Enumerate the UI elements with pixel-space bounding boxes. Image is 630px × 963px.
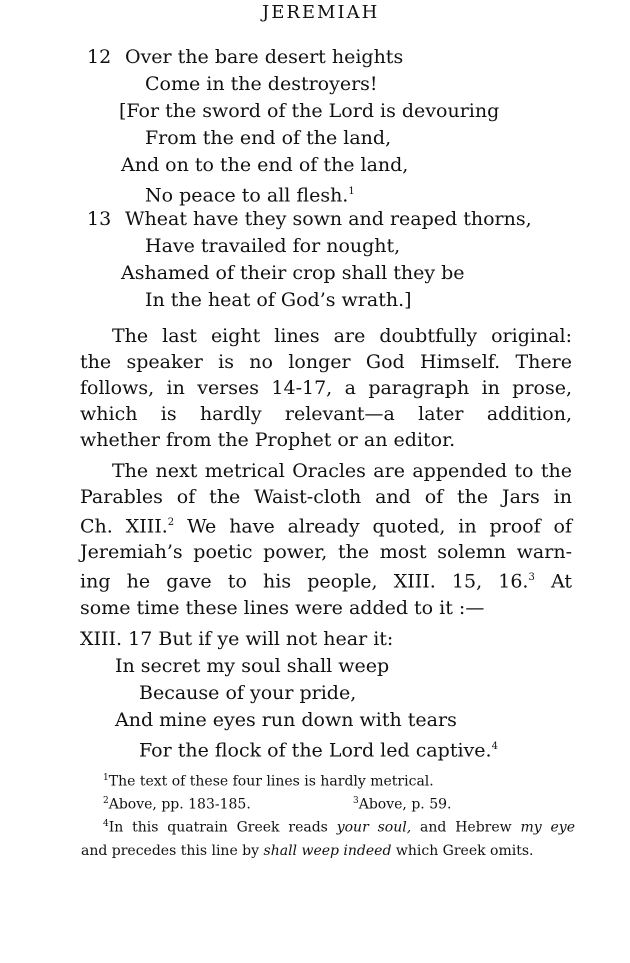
poem-2-line-2: In secret my soul shall weep (115, 655, 390, 677)
prose-line: which is hardly relevant—a later addition, (80, 403, 572, 425)
verse-12-line-6: No peace to all flesh.$^1$ (145, 184, 355, 207)
verse-12-line-3: [For the sword of the Lord is devouring (119, 100, 500, 122)
verse-number-12: 12 (87, 46, 112, 68)
poem-2-line-3: Because of your pride, (139, 682, 357, 704)
verse-reference: XIII. 17 (80, 628, 153, 650)
footnote-4: $^4$In this quatrain Greek reads your soul, and Hebrew my eye and precedes this line by shall weep indeed which Greek omits. (81, 819, 575, 859)
prose-line: Ch. XIII.$^2$ We have already quoted, in proof of (80, 515, 573, 538)
footnote-ref-3: 3 (528, 572, 535, 584)
verse-12-line-2: Come in the destroyers! (145, 73, 378, 95)
prose-line: some time these lines were added to it :— (80, 596, 485, 619)
prose-line: ing he gave to his people, XIII. 15, 16.$^3$ At (80, 570, 573, 593)
poem-2-line-5: For the flock of the Lord led captive.$^4$ (139, 739, 498, 762)
footnote-ref-2: 2 (167, 517, 175, 528)
prose-line: Parables of the Waist-cloth and of the Jars in (80, 486, 572, 508)
poem-2-line-1: XIII. 17 But if ye will not hear it: (80, 628, 394, 650)
verse-13-line-3: Ashamed of their crop shall they be (121, 262, 465, 284)
verse-12-line-4: From the end of the land, (145, 127, 392, 149)
prose-line: whether from the Prophet or an editor. (80, 429, 456, 451)
prose-line: The next metrical Oracles are appended to the (112, 460, 572, 482)
verse-13-line-4: In the heat of God’s wrath.] (145, 289, 412, 311)
footnote-ref-1: 1 (348, 186, 355, 197)
footnote-ref-4: 4 (491, 741, 498, 752)
footnote-1: $^1$The text of these four lines is hardly metrical. (103, 773, 434, 790)
prose-line: the speaker is no longer God Himself. There (80, 351, 572, 373)
prose-line: follows, in verses 14-17, a paragraph in prose, (80, 377, 572, 399)
verse-13-line-2: Have travailed for nought, (145, 235, 401, 257)
footnote-2: $^2$Above, pp. 183-185. (103, 796, 251, 813)
running-title: JEREMIAH (262, 2, 380, 23)
verse-13-line-1: 13 Wheat have they sown and reaped thorns, (87, 208, 532, 230)
verse-12-line-1: 12 Over the bare desert heights (87, 46, 404, 68)
prose-line: The last eight lines are doubtfully original: (112, 325, 572, 347)
verse-number-13: 13 (87, 208, 112, 230)
prose-paragraph-1 (80, 324, 572, 452)
poem-2-line-4: And mine eyes run down with tears (115, 709, 457, 731)
prose-line: Jeremiah’s poetic power, the most solemn warn- (80, 541, 572, 564)
prose-paragraph-2 (80, 459, 572, 620)
footnote-3: $^3$Above, p. 59. (353, 796, 452, 813)
verse-12-line-5: And on to the end of the land, (121, 154, 409, 176)
